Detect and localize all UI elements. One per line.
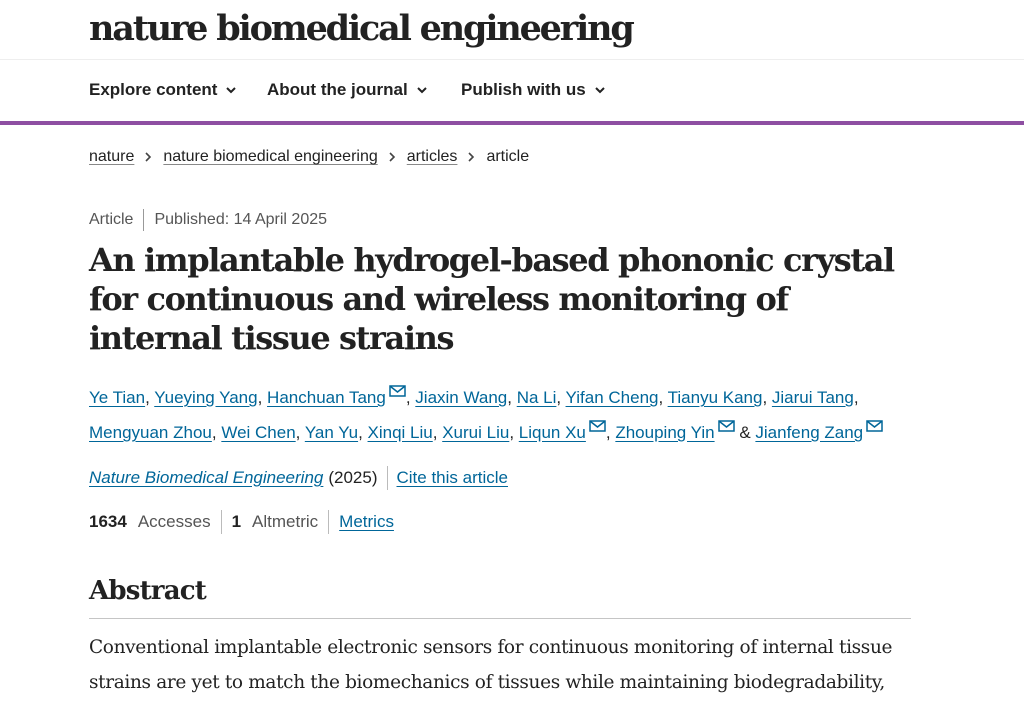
nav-explore-content[interactable] — [89, 80, 237, 100]
chevron-down-icon — [416, 84, 428, 96]
nav-about-journal[interactable] — [267, 80, 428, 100]
author-link[interactable]: Wei Chen — [221, 423, 296, 442]
chevron-right-icon — [388, 151, 397, 163]
metrics-link[interactable]: Metrics — [339, 512, 394, 531]
author-separator: , — [762, 388, 772, 407]
author-link[interactable]: Jiaxin Wang — [415, 388, 508, 407]
altmetric-score: 1 — [231, 512, 242, 531]
author-list — [89, 380, 919, 450]
author-separator: , — [145, 388, 155, 407]
article-title: An implantable hydrogel-based phononic crystal for continuous and wireless monitoring of internal tissue strains — [89, 241, 894, 357]
author-separator: , — [257, 388, 268, 407]
author-separator: , — [658, 388, 668, 407]
article-metrics — [89, 510, 394, 534]
publication-year: (2025) — [328, 468, 378, 487]
abstract-text: Conventional implantable electronic sensors for continuous monitoring of internal tissue strains are yet to match the biomechanics of tissues while maintaining biodegradability, — [89, 637, 893, 693]
author-separator: , — [358, 423, 368, 442]
author-link[interactable]: Hanchuan Tang — [267, 388, 386, 407]
chevron-right-icon — [467, 151, 476, 163]
author-link[interactable]: Tianyu Kang — [667, 388, 763, 407]
divider — [387, 466, 388, 490]
chevron-down-icon — [594, 84, 606, 96]
article-type: Article — [89, 211, 134, 228]
chevron-right-icon — [144, 151, 153, 163]
nav-item-label: Explore content — [89, 80, 218, 99]
author-separator: , — [211, 423, 222, 442]
mail-icon[interactable] — [718, 420, 735, 432]
nav-item-label: Publish with us — [461, 80, 586, 99]
mail-icon[interactable] — [866, 420, 883, 432]
breadcrumb-nature[interactable]: nature — [89, 148, 135, 165]
author-link[interactable]: Xinqi Liu — [367, 423, 433, 442]
author-separator: , — [509, 423, 519, 442]
author-link[interactable]: Yifan Cheng — [565, 388, 659, 407]
author-link[interactable]: Xurui Liu — [442, 423, 510, 442]
author-link[interactable]: Zhouping Yin — [615, 423, 715, 442]
author-link[interactable]: Jianfeng Zang — [755, 423, 864, 442]
journal-logo[interactable]: nature biomedical engineering — [89, 8, 633, 49]
author-separator: , — [853, 388, 859, 407]
mail-icon[interactable] — [589, 420, 606, 432]
divider — [328, 510, 329, 534]
breadcrumb-current: article — [486, 148, 530, 165]
published-date: Published: 14 April 2025 — [154, 211, 328, 228]
journal-link[interactable]: Nature Biomedical Engineering — [89, 468, 324, 487]
abstract-heading: Abstract — [89, 576, 206, 606]
cite-article-link[interactable]: Cite this article — [396, 468, 508, 487]
divider — [221, 510, 222, 534]
author-separator: , — [556, 388, 566, 407]
author-separator: , — [605, 423, 616, 442]
author-link[interactable]: Liqun Xu — [518, 423, 586, 442]
author-link[interactable]: Jiarui Tang — [771, 388, 854, 407]
chevron-down-icon — [225, 84, 237, 96]
site-header — [0, 0, 1024, 60]
mail-icon[interactable] — [389, 385, 406, 397]
author-separator: & — [734, 423, 756, 442]
breadcrumb-journal[interactable]: nature biomedical engineering — [163, 148, 378, 165]
accesses-count: 1634 — [89, 512, 127, 531]
citation-line — [89, 466, 508, 490]
divider — [143, 209, 144, 231]
main-nav — [0, 61, 1024, 121]
altmetric-label: Altmetric — [252, 512, 319, 531]
breadcrumb-articles[interactable]: articles — [406, 148, 458, 165]
author-separator: , — [432, 423, 443, 442]
author-separator: , — [405, 388, 416, 407]
abstract-divider — [89, 618, 911, 619]
author-link[interactable]: Mengyuan Zhou — [89, 423, 212, 442]
author-link[interactable]: Yueying Yang — [154, 388, 258, 407]
author-separator: , — [507, 388, 517, 407]
nav-divider — [0, 121, 1024, 125]
nav-item-label: About the journal — [267, 80, 408, 99]
author-link[interactable]: Na Li — [516, 388, 557, 407]
author-link[interactable]: Yan Yu — [304, 423, 359, 442]
breadcrumb — [89, 148, 529, 166]
nav-publish-with-us[interactable] — [461, 80, 606, 100]
author-link[interactable]: Ye Tian — [89, 388, 146, 407]
accesses-label: Accesses — [137, 512, 211, 531]
author-separator: , — [295, 423, 305, 442]
article-meta — [89, 209, 327, 231]
